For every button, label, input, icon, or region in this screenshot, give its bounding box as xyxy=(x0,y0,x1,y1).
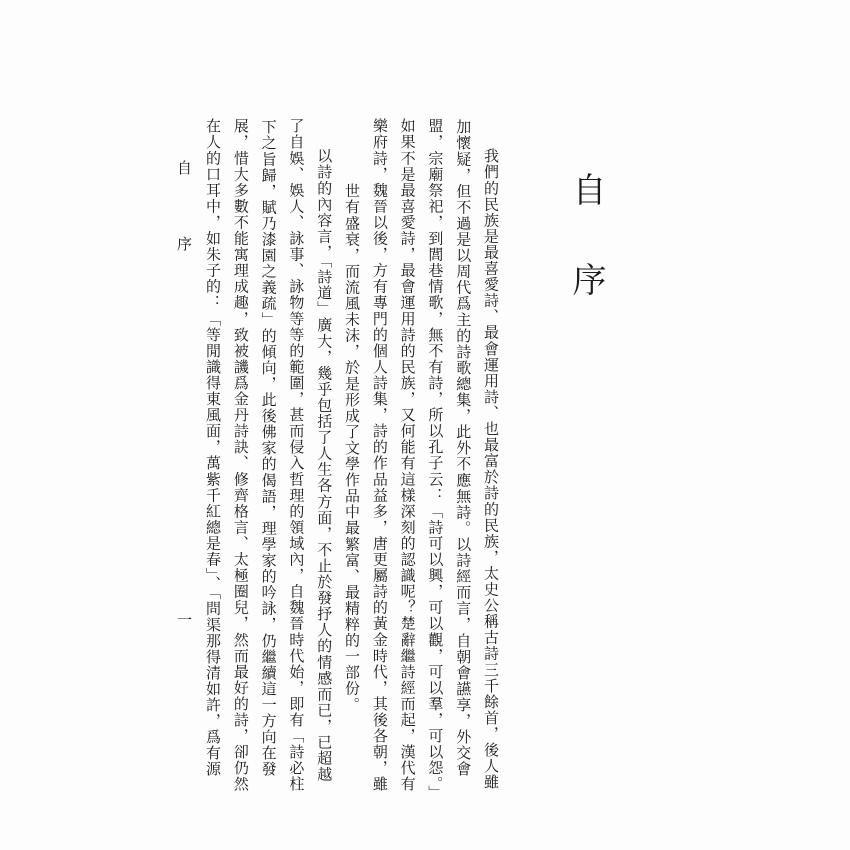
text-column: 展，惜大多數不能寓理成趣，致被譏爲金丹詩訣、修齊格言、太極圈兒，然而最好的詩，卻仍然 xyxy=(231,118,250,793)
page-number: 一 xyxy=(175,612,193,627)
running-head-char-2: 序 xyxy=(175,236,193,251)
title-char-1: 自 xyxy=(566,172,606,206)
text-column: 如果不是最喜愛詩，最會運用詩的民族，又何能有這樣深刻的認識呢？楚辭繼詩經而起，漢代有 xyxy=(398,118,417,793)
running-head-char-1: 自 xyxy=(175,160,193,175)
body-text xyxy=(198,118,504,801)
title-char-2: 序 xyxy=(566,262,606,296)
text-column: 世有盛衰，而流風未沫，於是形成了文學作品中最繁富、最精粹的一部份。 xyxy=(343,183,362,713)
text-column: 下之旨歸，賦乃漆園之義疏」的傾向，此後佛家的偈語，理學家的吟詠，仍繼續這一方向在發 xyxy=(259,118,278,778)
text-column: 了自娛、娛人、詠事、詠物等等的範圍，甚而侵入哲理的領域內，自魏晉時代始，即有「詩必柱 xyxy=(287,118,306,793)
text-column: 樂府詩，魏晉以後，方有專門的個人詩集，詩的作品益多，唐更屬詩的黃金時代，其後各朝，雖 xyxy=(370,118,389,793)
text-column: 盟，宗廟祭祀，到閭巷情歌，無不有詩，所以孔子云：「詩可以興，可以觀，可以羣，可以怨。」 xyxy=(426,118,445,801)
text-column: 以詩的內容言，「詩道」廣大，幾乎包括了人生各方面，不止於發抒人的情感而已，已超越 xyxy=(315,148,334,783)
text-column: 我們的民族是最喜愛詩、最會運用詩、也最富於詩的民族，太史公稱古詩三千餘首，後人雖 xyxy=(482,148,500,790)
text-column: 在人的口耳中，如朱子的：「等閒識得東風面，萬紫千紅總是春」、「問渠那得清如許，爲有源 xyxy=(204,118,223,778)
text-column: 加懷疑，但不過是以周代爲主的詩歌總集，此外不應無詩。以詩經而言，自朝會讌享，外交會 xyxy=(454,118,473,778)
